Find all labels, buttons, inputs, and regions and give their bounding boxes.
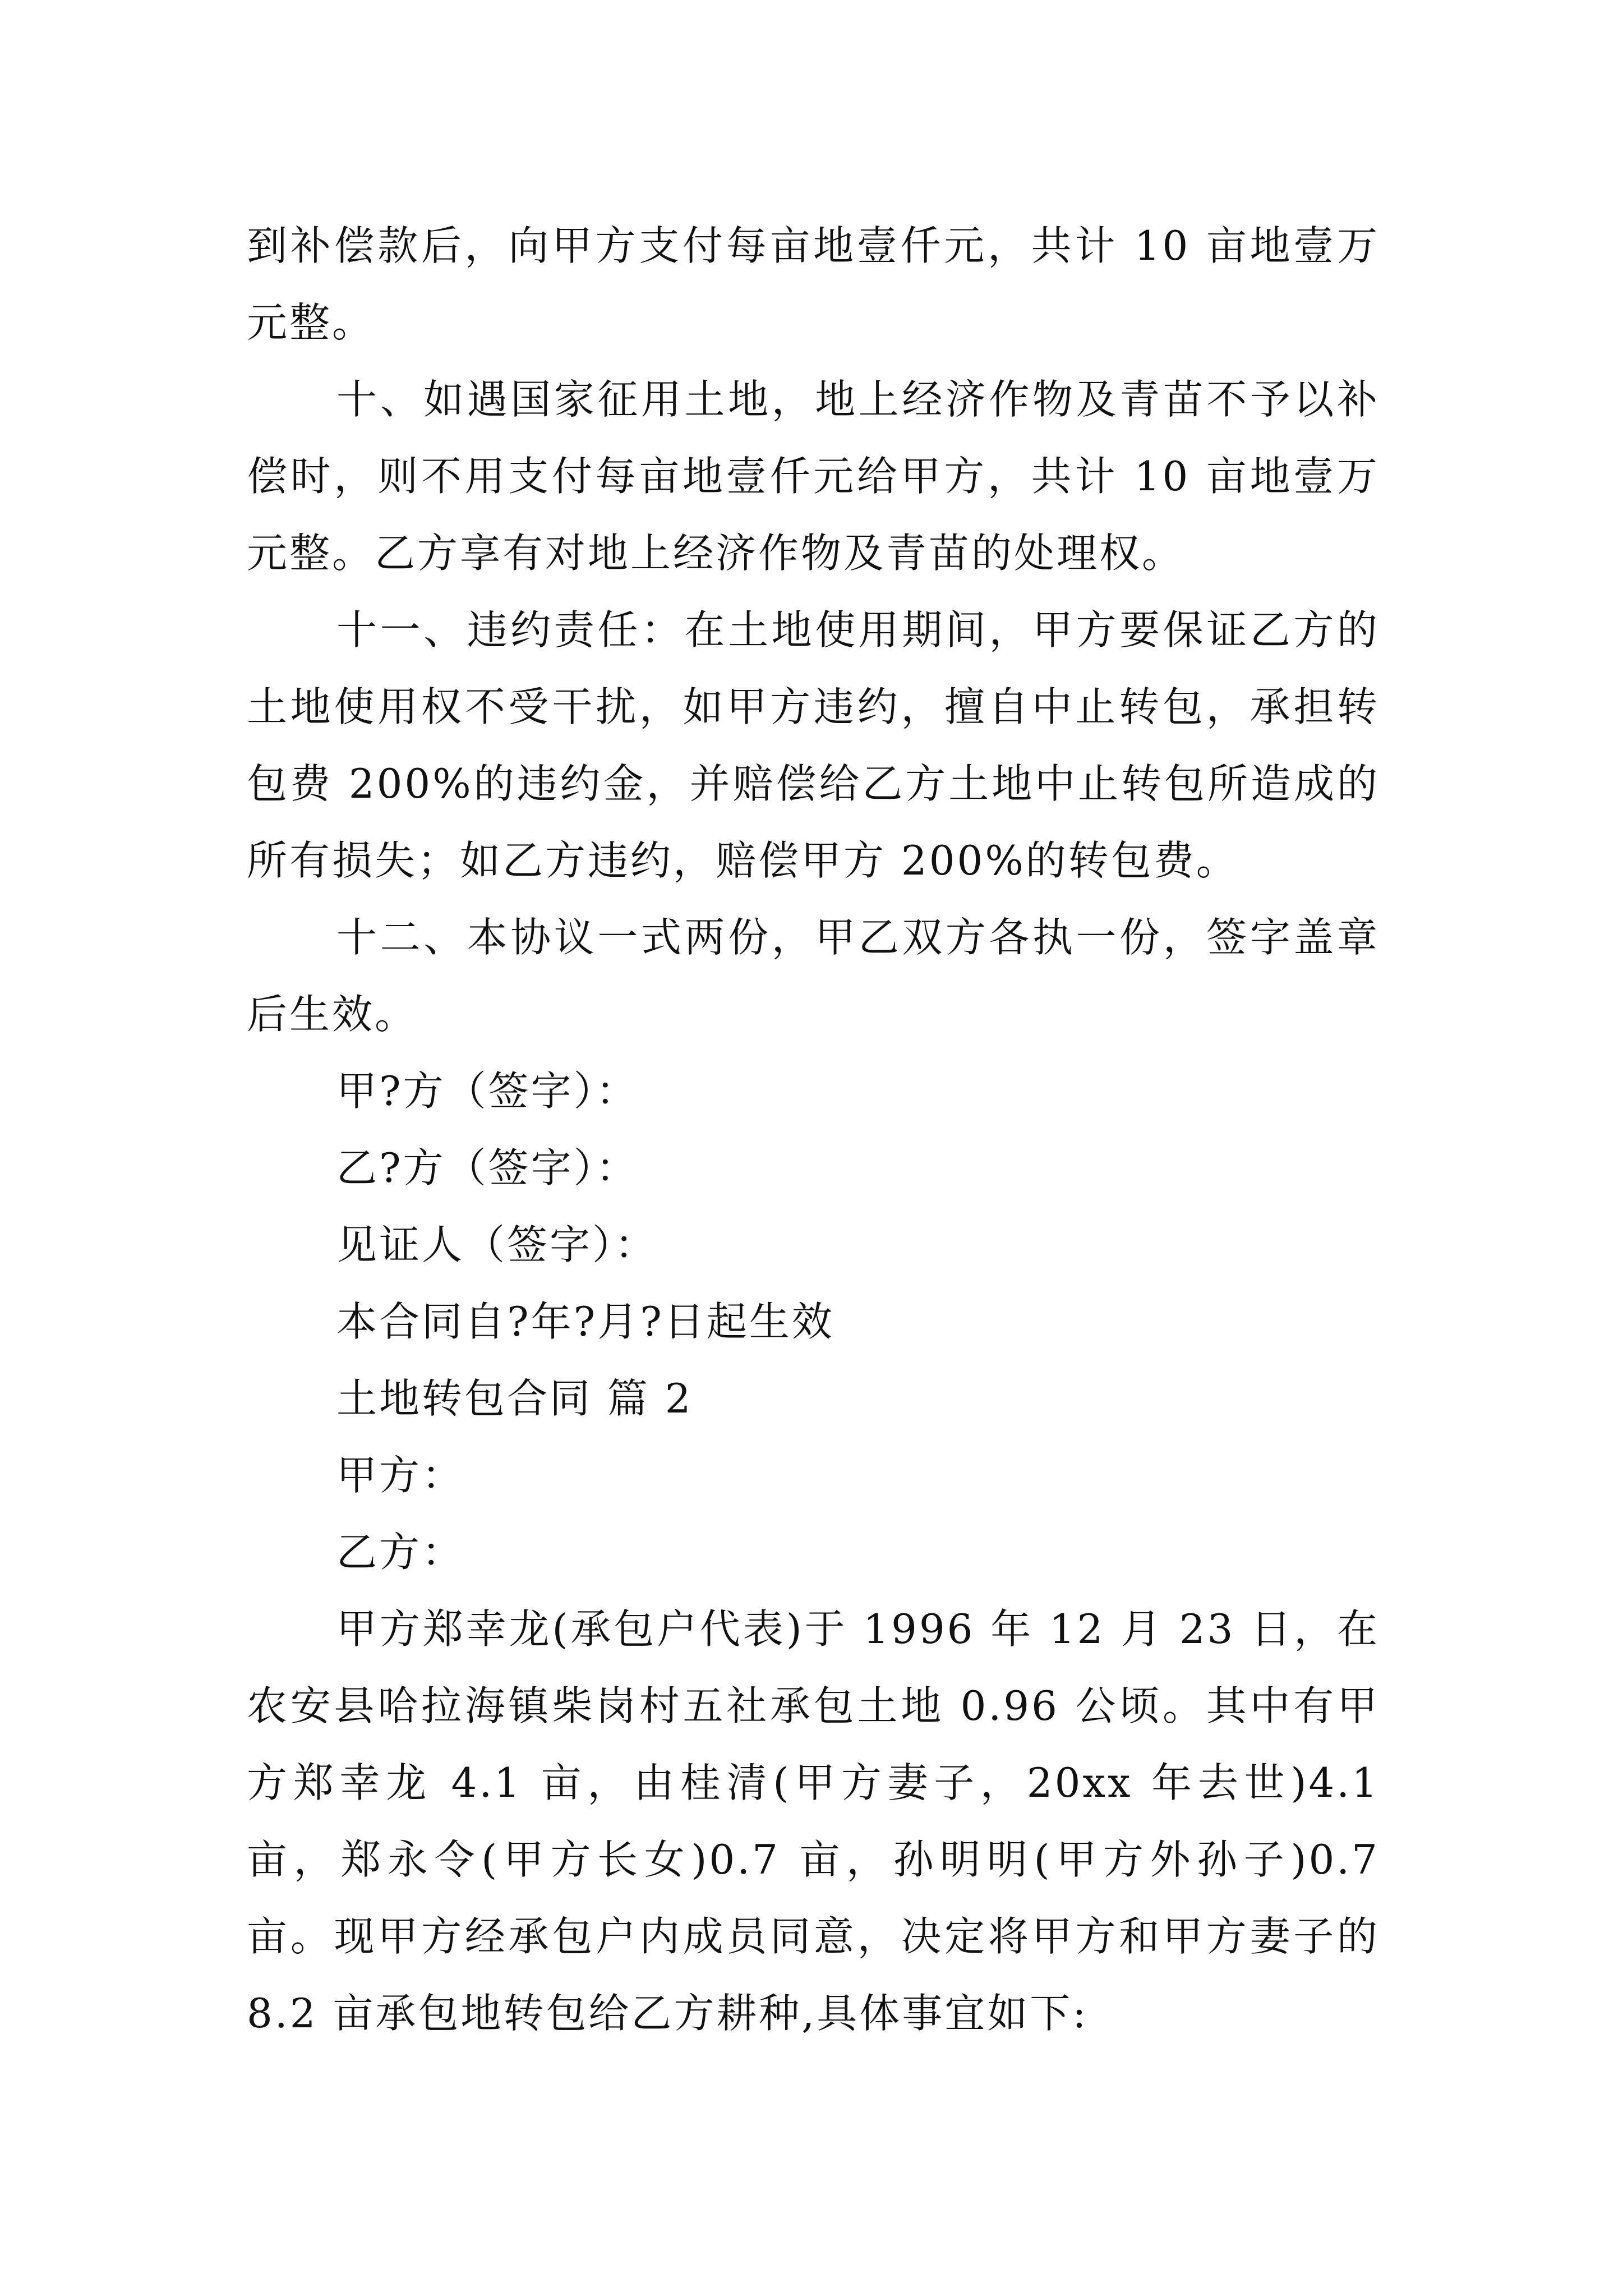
paragraph-compensation-continued: 到补偿款后，向甲方支付每亩地壹仟元，共计 10 亩地壹万元整。 [247, 222, 1380, 346]
signature-witness: 见证人（签字）： [336, 1221, 658, 1268]
effective-date-line: 本合同自?年?月?日起生效 [336, 1298, 834, 1345]
signature-party-a: 甲?方（签字）： [336, 1068, 639, 1115]
party-a-line: 甲方： [336, 1452, 465, 1499]
paragraph-land-description: 甲方郑幸龙(承包户代表)于 1996 年 12 月 23 日，在农安县哈拉海镇柴岗村五社承包土地 0.96 公顷。其中有甲方郑幸龙 4.1 亩，由桂清(甲方妻子，20xx 年去世)4.1 亩，郑永令(甲方长女)0.7 亩，孙明明(甲方外孙子)0.7 亩。现甲方经承包户内成员同意，决定将甲方和甲方妻子的 8.2 亩承包地转包给乙方耕种,具体事宜如下: [247, 1605, 1380, 2037]
paragraph-clause-12-copies: 十二、本协议一式两份，甲乙双方各执一份，签字盖章后生效。 [247, 914, 1380, 1038]
section-heading-contract-2: 土地转包合同 篇 2 [336, 1375, 693, 1422]
signature-party-b: 乙?方（签字）： [336, 1144, 639, 1191]
party-b-line: 乙方： [336, 1529, 465, 1576]
paragraph-clause-11-breach: 十一、违约责任：在土地使用期间，甲方要保证乙方的土地使用权不受干扰，如甲方违约，擅自中止转包，承担转包费 200%的违约金，并赔偿给乙方土地中止转包所造成的所有损失；如乙方违约，赔偿甲方 200%的转包费。 [247, 606, 1380, 884]
document-body [247, 208, 1380, 2052]
paragraph-clause-10: 十、如遇国家征用土地，地上经济作物及青苗不予以补偿时，则不用支付每亩地壹仟元给甲方，共计 10 亩地壹万元整。乙方享有对地上经济作物及青苗的处理权。 [247, 376, 1380, 577]
